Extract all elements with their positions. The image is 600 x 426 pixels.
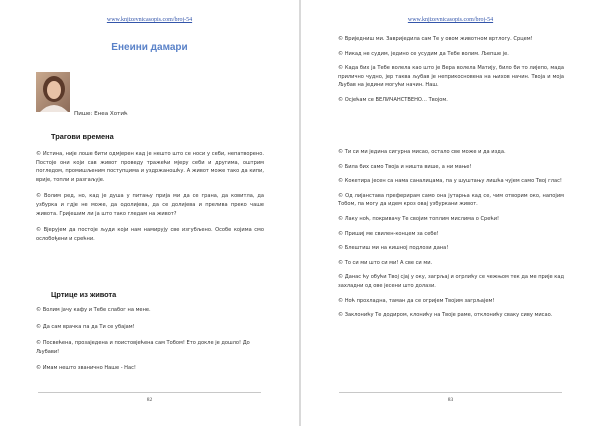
left-page — [0, 0, 299, 426]
right-text-block-1 — [338, 35, 564, 105]
page-number-right: 83 — [447, 397, 454, 403]
list-item: © Имам нешто званично Наше - Нас! — [36, 365, 136, 372]
page-number-left: 82 — [146, 397, 153, 403]
author-photo — [36, 72, 70, 112]
right-page — [301, 0, 600, 426]
list-item: © Заклонићу Те додиром, клонићу на Твоје раме, отклонићу сваку сиву мисао. — [338, 312, 553, 319]
list-item: © Да сам врачка па да Ти се убајам! — [36, 323, 135, 330]
author-line: Пише: Енеа Хотић — [74, 111, 128, 117]
header-url-left[interactable]: www.knjizevnicasopis.com/broj-54 — [106, 17, 193, 23]
list-item: © Блештиш ми на кишној подлози дана! — [338, 245, 449, 252]
section-heading-sketches: Цртице из живота — [51, 290, 117, 299]
list-item: © Данас ћу обући Твој сјај у оку, загрљај и огрлићу се чежњом тек да ме прије кад захладни од ове јесени што долази. — [338, 274, 564, 289]
paragraph: © Волим ред, но, кад је душа у питању прија ми да се грана, да ковитла, да узбурка и гдје не може, да одолијева, да се долијева и прелива прeко чаше живота. Гријешим ли ја што тако гледам на живот? — [36, 193, 264, 217]
page-title: Енеини дамари — [111, 42, 188, 53]
list-item: © Посвећена, прoзаједена и поистовјећена сам Тобом! Ето докле је дошло! До Љубави! — [36, 340, 250, 355]
list-item: © Била бих само Твоја и ништа више, а ни мање! — [338, 163, 472, 170]
list-item: © Ти си ми једина сигурна мисао, остало све може и да изда. — [338, 149, 506, 155]
list-item: © Када бих ја Тебе волела као што је Вера волела Матију, било би то лијепо, мада прилично чудно, јер таква љубав је неприкосновена на њихов начин. Твоја и моја Љубав на једини могући начин. Наш. — [338, 65, 564, 89]
list-item: © Кокетира јесен са нама саналицама, па у шуштању лишћа чујем само Твој глас! — [338, 178, 562, 185]
list-item: © Вриједниш ми. Завриједила сам Те у овом животном вртлогу. Срцем! — [338, 36, 533, 42]
right-text-block-2 — [338, 148, 564, 320]
list-item: © Лаку ноћ, покривачу Те својим топлим мислима о Срећи! — [338, 215, 500, 222]
paragraph: © Истина, није лоше бити одмјерен кад је нешто што се носи у себи, непатворено. Постоје они који сав живот проведу тражећи мјеру себи и другима, оштрим погледом, промишљеним поступцима и уздржаношћу. А живот може тако да кипи, врије, топли и разгаљује. — [36, 151, 264, 183]
list-item: © Пришиј ме свилен-концем за себе! — [338, 230, 439, 237]
list-item: © Никад не судим, једино се усудим да Тебе волим. Љепше је. — [338, 50, 509, 57]
page-divider — [339, 392, 562, 393]
header-url-right[interactable]: www.knjizevnicasopis.com/broj-54 — [407, 17, 494, 23]
page-divider — [38, 392, 261, 393]
list-item: © Ноћ прохладна, таман да се огријем Твојим загрљајем! — [338, 297, 495, 304]
section1-text — [36, 150, 264, 243]
list-item: © То си ми што си ми! А све си ми. — [338, 259, 433, 266]
section-heading-traces: Трагови времена — [51, 132, 114, 141]
paragraph: © Вјерујем да постоје људи који нам намирују све изгубљено. Особе којима смо ослобођени и срећни. — [36, 227, 264, 242]
section2-text — [36, 306, 264, 373]
list-item: © Осјећам се ВЕЛИЧАНСТВЕНО… Твојом. — [338, 96, 448, 103]
list-item: © Волим јачу кафу и Тебе слабог на мене. — [36, 307, 151, 313]
list-item: © Од лијанстава преферирам само она јутарња кад се, чим отворим око, напојим Тобом, па могу да идем кроз овај узбуркани живот. — [338, 192, 564, 208]
